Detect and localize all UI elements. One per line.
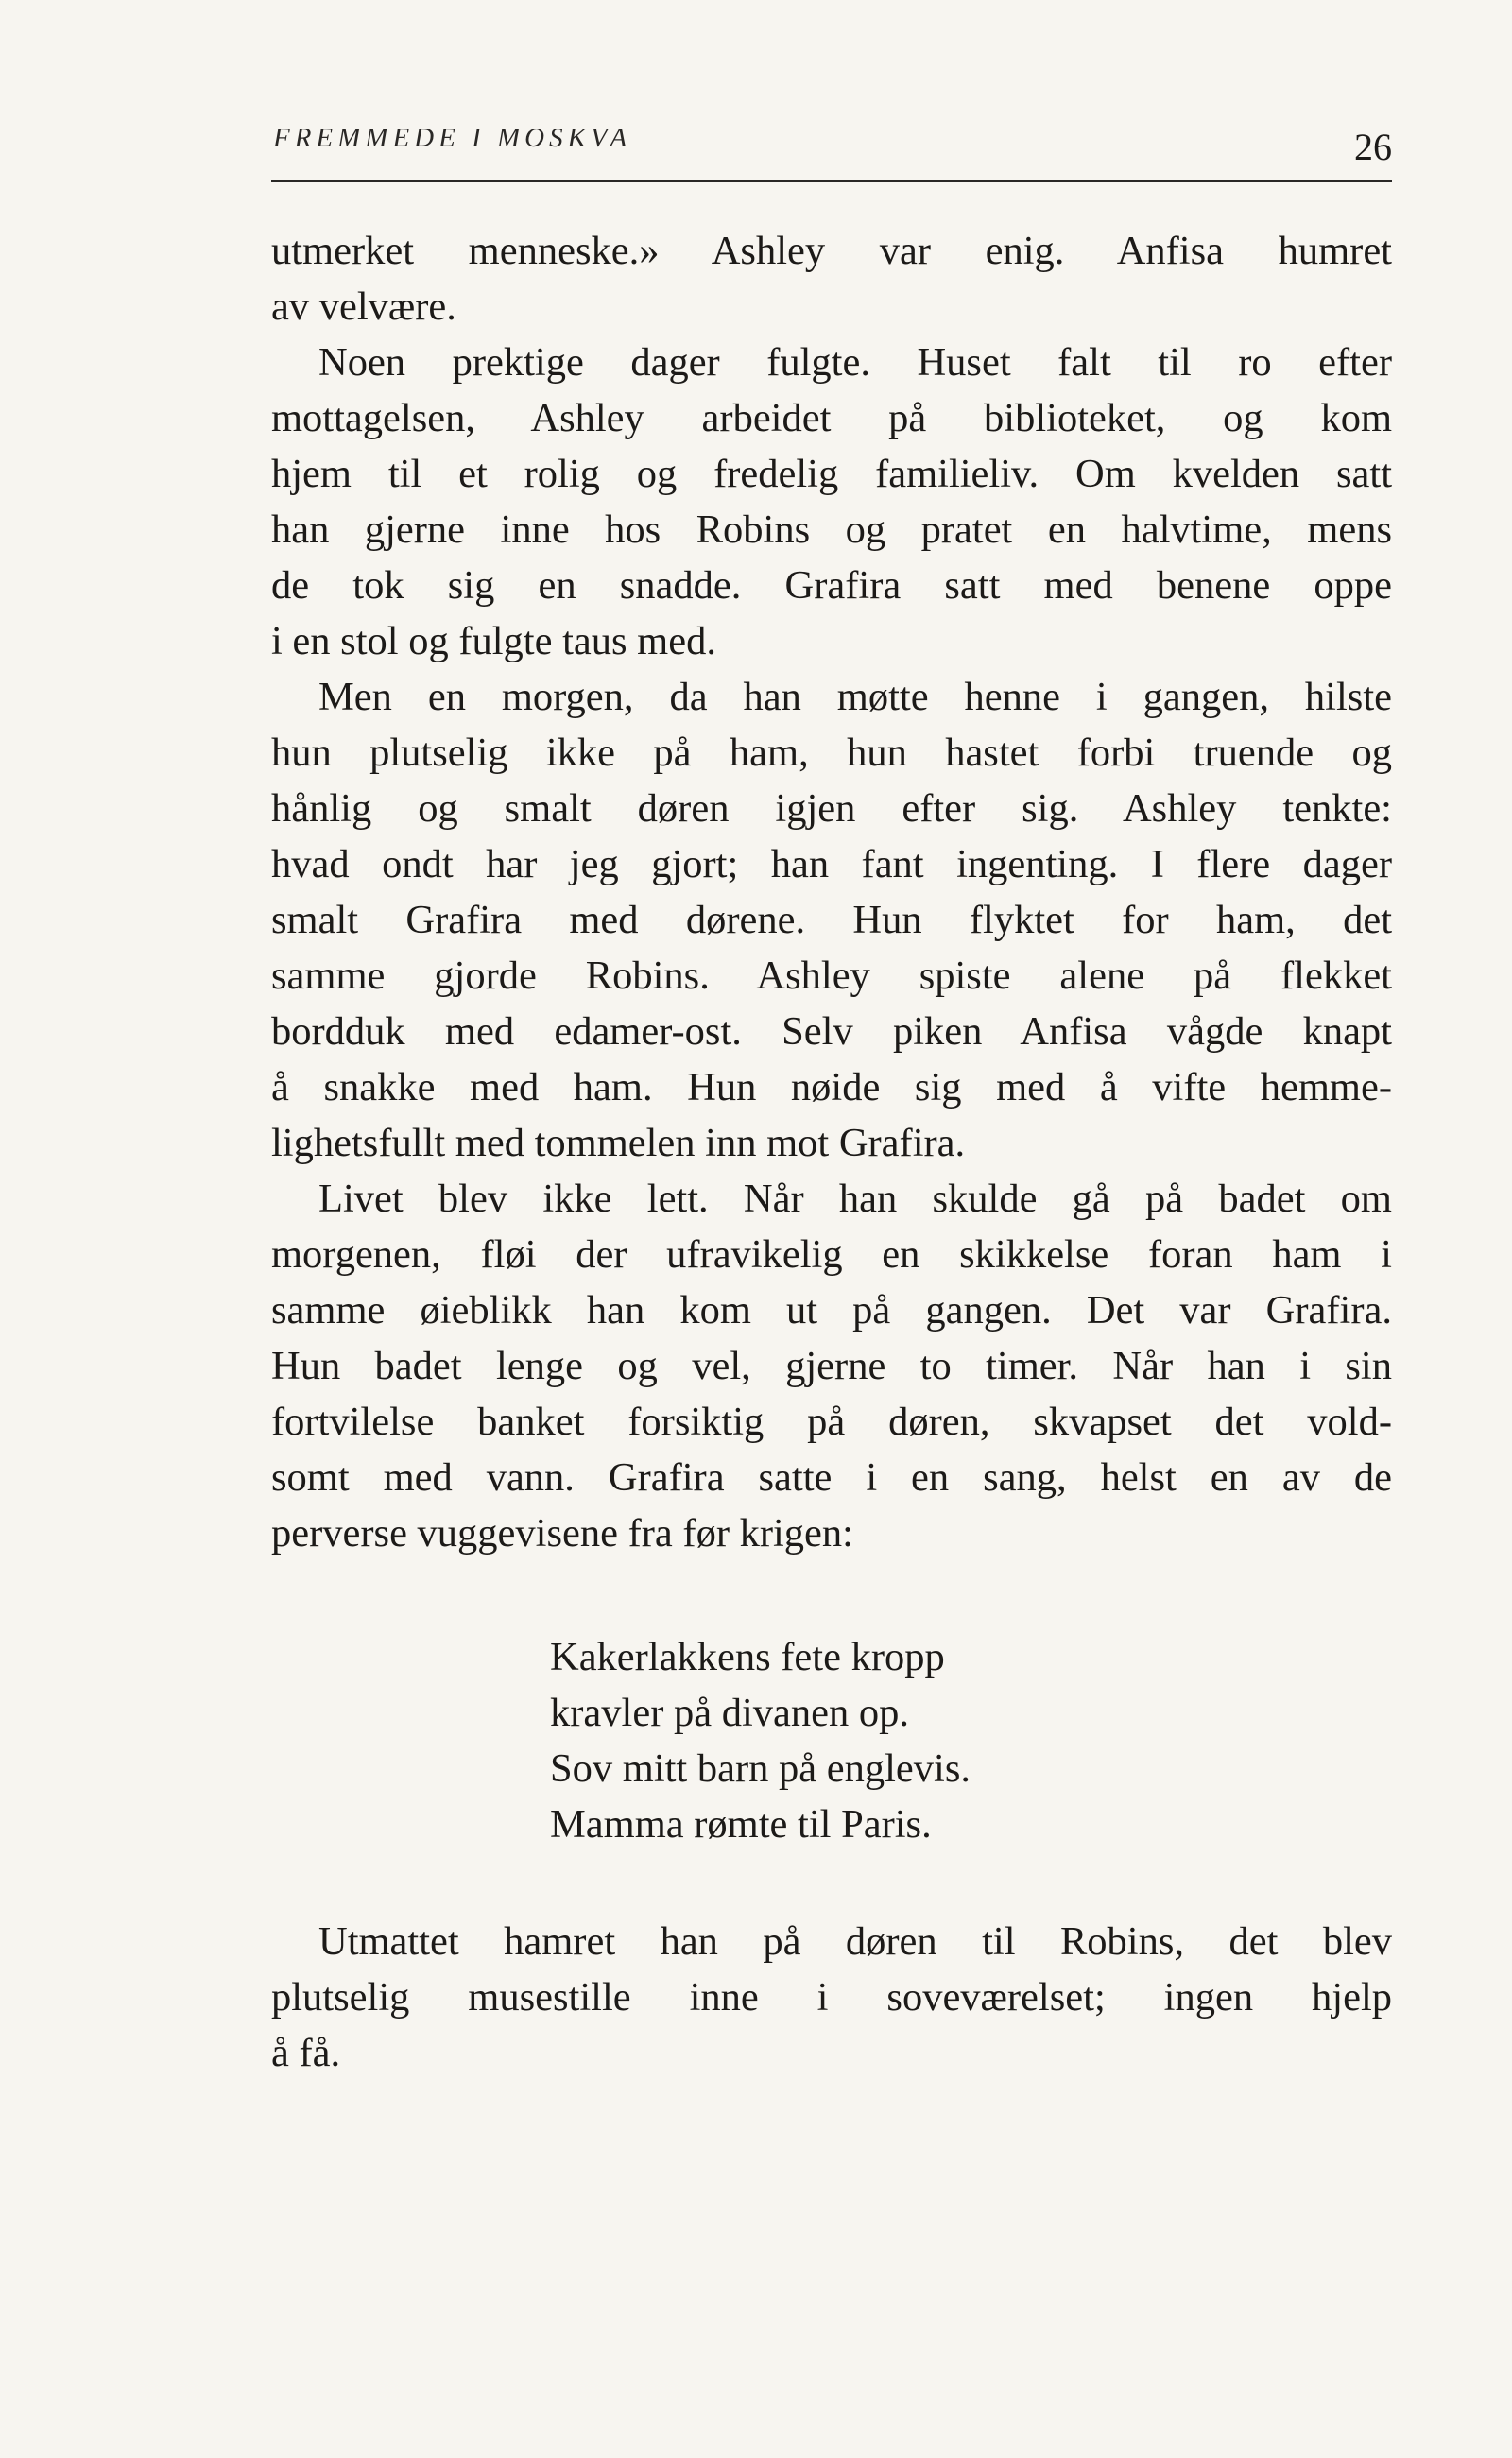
text-line: å få. (271, 2031, 341, 2075)
text-line: hvad ondt har jeg gjort; han fant ingenting. I flere dager (271, 842, 1392, 886)
text-line: hjem til et rolig og fredelig familieliv. Om kvelden satt (271, 452, 1392, 496)
poem-line: Sov mitt barn på englevis. (550, 1746, 971, 1791)
text-line: han gjerne inne hos Robins og pratet en halvtime, mens (271, 507, 1392, 552)
text-line: morgenen, fløi der ufravikelig en skikkelse foran ham i (271, 1232, 1392, 1277)
text-line: de tok sig en snadde. Grafira satt med benene oppe (271, 563, 1392, 608)
poem-line: Kakerlakkens fete kropp (550, 1635, 945, 1679)
poem-verse (550, 1629, 1211, 1852)
text-line: somt med vann. Grafira satte i en sang, helst en av de (271, 1455, 1392, 1500)
text-line: samme gjorde Robins. Ashley spiste alene på flekket (271, 954, 1392, 998)
text-line: Hun badet lenge og vel, gjerne to timer. Når han i sin (271, 1344, 1392, 1388)
text-line: Livet blev ikke lett. Når han skulde gå på badet om (318, 1177, 1392, 1221)
text-line: plutselig musestille inne i soveværelset; ingen hjelp (271, 1975, 1392, 2020)
text-line: av velvære. (271, 284, 456, 329)
text-line: fortvilelse banket forsiktig på døren, skvapset det vold- (271, 1400, 1392, 1444)
text-line: hånlig og smalt døren igjen efter sig. Ashley tenkte: (271, 786, 1392, 831)
text-line: bordduk med edamer-ost. Selv piken Anfisa vågde knapt (271, 1009, 1392, 1054)
closing-paragraph (271, 1914, 1392, 2081)
poem-line: Mamma rømte til Paris. (550, 1802, 932, 1847)
text-line: Noen prektige dager fulgte. Huset falt til ro efter (318, 340, 1392, 385)
text-line: Men en morgen, da han møtte henne i gangen, hilste (318, 675, 1392, 719)
text-line: perverse vuggevisene fra før krigen: (271, 1511, 853, 1556)
body-text (271, 223, 1392, 1561)
running-title: FREMMEDE I MOSKVA (273, 123, 632, 153)
text-line: mottagelsen, Ashley arbeidet på biblioteket, og kom (271, 396, 1392, 440)
text-line: i en stol og fulgte taus med. (271, 619, 716, 663)
poem-line: kravler på divanen op. (550, 1691, 909, 1735)
page-number: 26 (1354, 126, 1392, 168)
text-line: å snakke med ham. Hun nøide sig med å vifte hemme- (271, 1065, 1392, 1109)
text-line: Utmattet hamret han på døren til Robins, det blev (318, 1919, 1392, 1964)
text-line: lighetsfullt med tommelen inn mot Grafira. (271, 1121, 966, 1165)
page-header (271, 112, 1392, 182)
text-line: smalt Grafira med dørene. Hun flyktet for ham, det (271, 898, 1392, 942)
text-line: utmerket menneske.» Ashley var enig. Anfisa humret (271, 229, 1392, 273)
text-line: hun plutselig ikke på ham, hun hastet forbi truende og (271, 731, 1392, 775)
text-line: samme øieblikk han kom ut på gangen. Det var Grafira. (271, 1288, 1392, 1332)
